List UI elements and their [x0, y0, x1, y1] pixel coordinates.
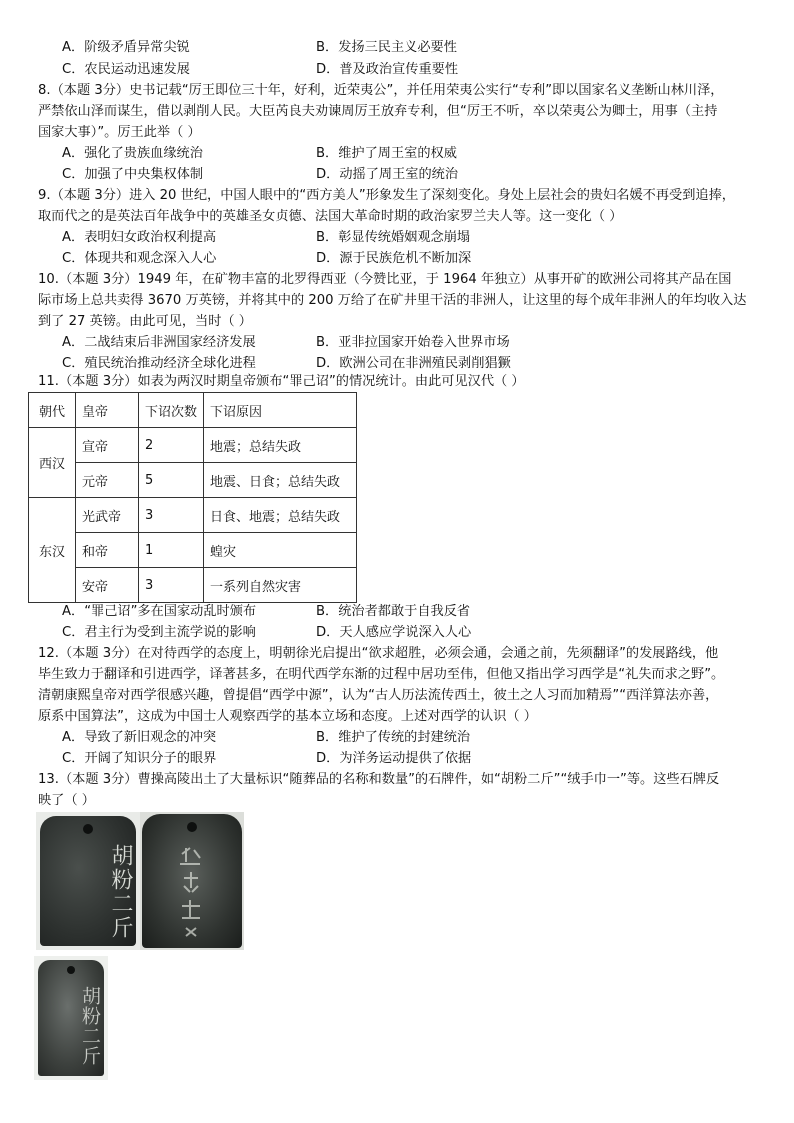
table-header-cell: 朝代 [29, 393, 76, 428]
q12-stem-line3: 清朝康熙皇帝对西学很感兴趣，曾提倡“西学中源”，认为“古人历法流传西土，彼土之人习而加精焉”“西洋算法亦善， [38, 688, 719, 703]
q9-option-a[interactable]: A．表明妇女政治权利提高 [62, 230, 217, 245]
q10-stem-line3: 到了 27 英镑。由此可见，当时（ ） [38, 314, 252, 329]
stone-tablet-a [40, 816, 136, 946]
q9-option-b[interactable]: B．彰显传统婚姻观念崩塌 [316, 230, 471, 245]
emperor-cell: 元帝 [76, 463, 139, 498]
q12-stem-line4: 原系中国算法”，这成为中国士人观察西学的基本立场和态度。上述对西学的认识（ ） [38, 709, 537, 724]
table-row [29, 428, 357, 463]
q10-stem-line2: 际市场上总共卖得 3670 万英镑，并将其中的 200 万给了在矿井里干活的非洲人，让这里的每个成年非洲人的年均收入达 [38, 293, 747, 308]
count-cell: 2 [139, 428, 204, 463]
q11-stem-line1: 11.（本题 3分）如表为两汉时期皇帝颁布“罪己诏”的情况统计。由此可见汉代（ ） [38, 374, 525, 389]
tablet-hole [83, 824, 93, 834]
stone-tablet-c [38, 960, 104, 1076]
table-header-row [29, 393, 357, 428]
q12-option-a[interactable]: A．导致了新旧观念的冲突 [62, 730, 217, 745]
q11-option-c[interactable]: C．君主行为受到主流学说的影响 [62, 625, 256, 640]
count-cell: 1 [139, 533, 204, 568]
q10-option-b[interactable]: B．亚非拉国家开始卷入世界市场 [316, 335, 510, 350]
q13-stem-line1: 13.（本题 3分）曹操高陵出土了大量标识“随葬品的名称和数量”的石牌件，如“胡粉二斤”“绒手巾一”等。这些石牌反 [38, 772, 720, 787]
dynasty-cell: 西汉 [29, 428, 76, 498]
reason-cell: 地震；总结失政 [204, 428, 357, 463]
table-header-cell: 皇帝 [76, 393, 139, 428]
q13-stem-line2: 映了（ ） [38, 793, 95, 808]
q10-option-a[interactable]: A．二战结束后非洲国家经济发展 [62, 335, 256, 350]
q8-stem-line1: 8.（本题 3分）史书记载“厉王即位三十年，好利，近荣夷公”，并任用荣夷公实行“专利”即以国家名义垄断山林川泽， [38, 83, 724, 98]
reason-cell: 一系列自然灾害 [204, 568, 357, 603]
emperor-cell: 宣帝 [76, 428, 139, 463]
q8-option-a[interactable]: A．强化了贵族血缘统治 [62, 146, 203, 161]
tablet-inscription-c: 胡粉二斤 [79, 986, 101, 1066]
emperor-cell: 和帝 [76, 533, 139, 568]
q12-option-d[interactable]: D．为洋务运动提供了依据 [316, 751, 472, 766]
q9-option-d[interactable]: D．源于民族危机不断加深 [316, 251, 472, 266]
dynasty-cell: 东汉 [29, 498, 76, 603]
q8-option-b[interactable]: B．维护了周王室的权威 [316, 146, 457, 161]
table-header-cell: 下诏原因 [204, 393, 357, 428]
q11-option-a[interactable]: A．“罪己诏”多在国家动乱时颁布 [62, 604, 257, 619]
emperor-cell: 安帝 [76, 568, 139, 603]
worn-inscription-icon [142, 814, 242, 948]
q7-option-d[interactable]: D．普及政治宣传重要性 [316, 62, 459, 77]
q8-option-c[interactable]: C．加强了中央集权体制 [62, 167, 204, 182]
q8-option-d[interactable]: D．动摇了周王室的统治 [316, 167, 459, 182]
count-cell: 3 [139, 568, 204, 603]
q8-stem-line2: 严禁依山泽而谋生，借以剥削人民。大臣芮良夫劝谏周厉王放弃专利，但“厉王不听，卒以荣夷公为卿士，用事（主持 [38, 104, 718, 119]
q10-stem-line1: 10.（本题 3分）1949 年，在矿物丰富的北罗得西亚（今赞比亚，于 1964 年独立）从事开矿的欧洲公司将其产品在国 [38, 272, 732, 287]
q12-option-b[interactable]: B．维护了传统的封建统治 [316, 730, 471, 745]
table-row [29, 568, 357, 603]
q8-stem-line3: 国家大事）”。厉王此举（ ） [38, 125, 201, 140]
q12-stem-line2: 毕生致力于翻译和引进西学，译著甚多，在明代西学东渐的过程中居功至伟，但他又指出学习西学是“礼失而求之野”。 [38, 667, 725, 682]
emperor-cell: 光武帝 [76, 498, 139, 533]
reason-cell: 地震、日食；总结失政 [204, 463, 357, 498]
q9-stem-line1: 9.（本题 3分）进入 20 世纪，中国人眼中的“西方美人”形象发生了深刻变化。身处上层社会的贵妇名媛不再受到追捧， [38, 188, 735, 203]
q7-option-a[interactable]: A．阶级矛盾异常尖锐 [62, 40, 190, 55]
reason-cell: 日食、地震；总结失政 [204, 498, 357, 533]
q10-option-c[interactable]: C．殖民统治推动经济全球化进程 [62, 356, 256, 371]
stone-tablet-b [142, 814, 242, 948]
q12-option-c[interactable]: C．开阔了知识分子的眼界 [62, 751, 217, 766]
reason-cell: 蝗灾 [204, 533, 357, 568]
tablet-hole [67, 966, 75, 974]
edict-table [28, 392, 357, 603]
table-row [29, 498, 357, 533]
table-row [29, 533, 357, 568]
q12-stem-line1: 12.（本题 3分）在对待西学的态度上，明朝徐光启提出“欲求超胜，必须会通，会通之前，先须翻译”的发展路线，他 [38, 646, 719, 661]
count-cell: 5 [139, 463, 204, 498]
q11-option-b[interactable]: B．统治者都敢于自我反省 [316, 604, 471, 619]
q9-option-c[interactable]: C．体现共和观念深入人心 [62, 251, 217, 266]
table-row [29, 463, 357, 498]
q7-option-b[interactable]: B．发扬三民主义必要性 [316, 40, 457, 55]
table-header-cell: 下诏次数 [139, 393, 204, 428]
count-cell: 3 [139, 498, 204, 533]
q10-option-d[interactable]: D．欧洲公司在非洲殖民剥削猖獗 [316, 356, 511, 371]
q9-stem-line2: 取而代之的是英法百年战争中的英雄圣女贞德、法国大革命时期的政治家罗兰夫人等。这一变化（ ） [38, 209, 623, 224]
tablet-inscription-a: 胡粉二斤 [108, 844, 133, 940]
q7-option-c[interactable]: C．农民运动迅速发展 [62, 62, 190, 77]
q11-option-d[interactable]: D．天人感应学说深入人心 [316, 625, 472, 640]
